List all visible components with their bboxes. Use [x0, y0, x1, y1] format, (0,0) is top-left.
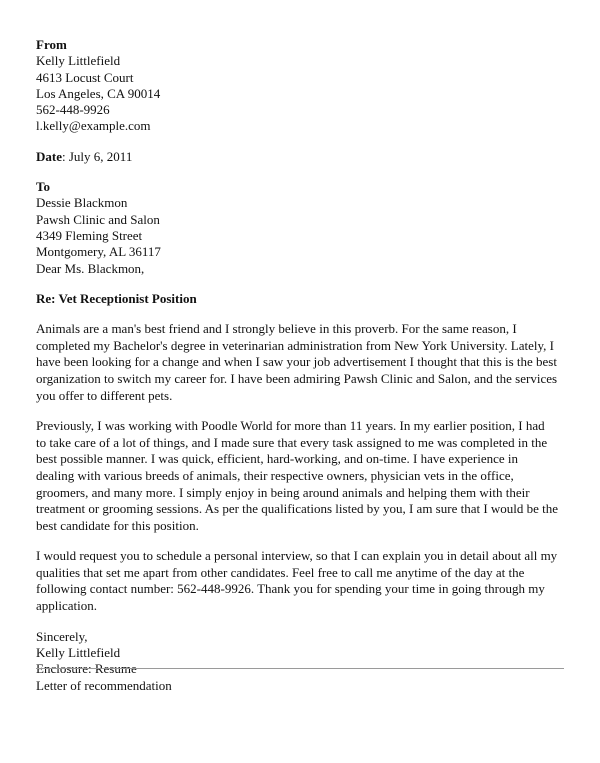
paragraph-line: have been looking for a change and when I saw your job advertisement I thought that this is the best — [36, 354, 557, 370]
closing-block — [36, 629, 566, 694]
paragraph-line: Previously, I was working with Poodle World for more than 11 years. In my earlier position, I had — [36, 418, 545, 434]
enclosure-line: Enclosure: Resume — [36, 661, 137, 677]
paragraph-line: qualities that set me apart from other candidates. Feel free to call me anytime of the day at the — [36, 564, 525, 580]
recipient-name: Dessie Blackmon — [36, 195, 128, 211]
paragraph-line: I would request you to schedule a personal interview, so that I can explain you in detail about all my — [36, 548, 558, 564]
date-line — [36, 149, 566, 165]
date-value: July 6, 2011 — [65, 148, 133, 164]
recipient-block — [36, 179, 566, 277]
to-label: To — [36, 179, 50, 195]
signature-name: Kelly Littlefield — [36, 644, 121, 660]
body-paragraph-3 — [36, 548, 566, 614]
sender-city: Los Angeles, CA 90014 — [36, 85, 161, 101]
paragraph-line: treatment or grooming sessions. As per the qualifications listed by you, I am sure that I would be the — [36, 501, 559, 517]
sender-email: l.kelly@example.com — [36, 118, 151, 134]
paragraph-line: completed my Bachelor's degree in veterinarian administration from New York University. Lately, I — [36, 337, 554, 353]
from-label: From — [36, 37, 67, 52]
date-separator: : — [62, 148, 66, 164]
date-label: Date — [36, 148, 62, 164]
paragraph-line: following contact number: 562-448-9926. Thank you for spending your time in going through my — [36, 581, 545, 597]
paragraph-line: to take care of a lot of things, and I made sure that every task assigned to me was completed in the — [36, 434, 548, 450]
paragraph-line: dealing with various breeds of animals, their respective owners, physician vets in the office, — [36, 467, 514, 483]
paragraph-line: best candidate for this position. — [36, 517, 199, 533]
recipient-city: Montgomery, AL 36117 — [36, 244, 161, 260]
valediction: Sincerely, — [36, 628, 88, 644]
paragraph-line: Animals are a man's best friend and I strongly believe in this proverb. For the same reason, I — [36, 321, 517, 337]
sender-street: 4613 Locust Court — [36, 69, 134, 85]
body-paragraph-1 — [36, 321, 566, 404]
paragraph-line: organization to switch my career for. I have been admiring Pawsh Clinic and Salon, and the services — [36, 370, 558, 386]
sender-phone: 562-448-9926 — [36, 102, 110, 118]
body-paragraph-2 — [36, 418, 566, 534]
recipient-company: Pawsh Clinic and Salon — [36, 211, 160, 227]
paragraph-line: application. — [36, 598, 98, 614]
subject-line: Re: Vet Receptionist Position — [36, 290, 197, 306]
paragraph-line: groomers, and many more. I simply enjoy in being around animals and helping them with their — [36, 484, 530, 500]
attachment-line: Letter of recommendation — [36, 677, 172, 693]
sender-name: Kelly Littlefield — [36, 53, 121, 69]
sender-block — [36, 37, 566, 135]
paragraph-line: you offer to different pets. — [36, 387, 173, 403]
footer-divider — [36, 668, 564, 669]
letter-page — [36, 37, 566, 694]
recipient-street: 4349 Fleming Street — [36, 227, 143, 243]
salutation: Dear Ms. Blackmon, — [36, 260, 145, 276]
paragraph-line: best possible manner. I was quick, efficient, hard-working, and on-time. I have experience in — [36, 451, 519, 467]
